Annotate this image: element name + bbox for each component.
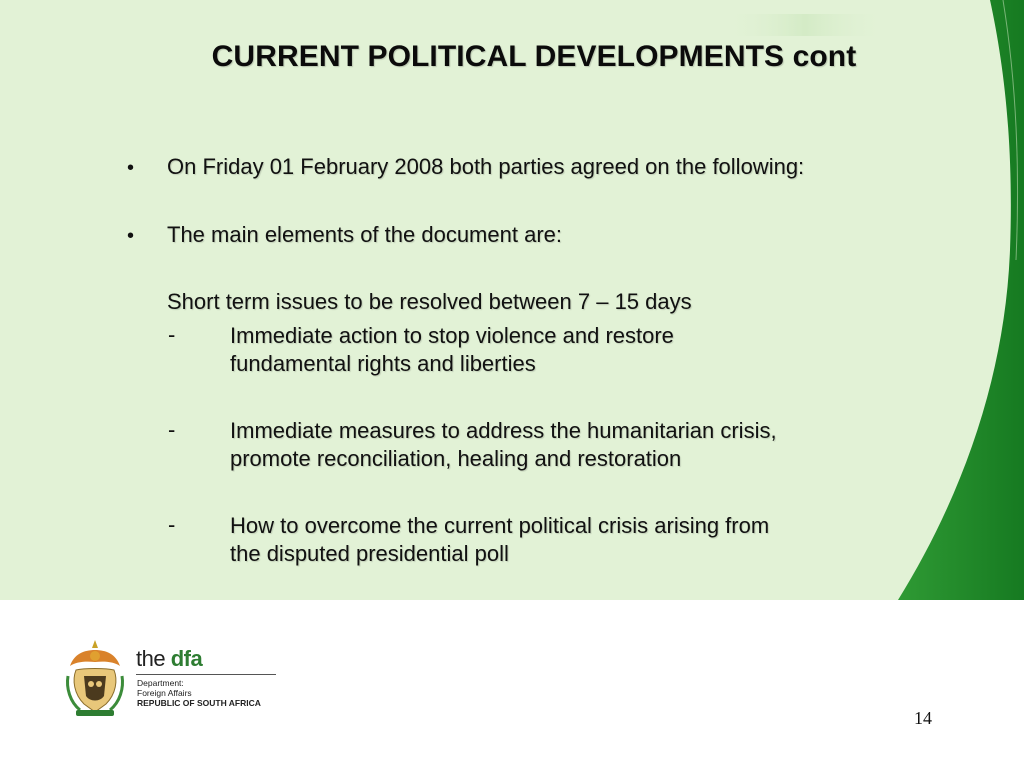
sub-item-text: Immediate action to stop violence and restore fundamental rights and liberties (230, 323, 674, 376)
logo-divider (136, 674, 276, 675)
dash-marker: - (168, 512, 176, 537)
slide-title: CURRENT POLITICAL DEVELOPMENTS cont (211, 40, 857, 73)
sub-item-text: How to overcome the current political crisis arising from the disputed presidential poll (230, 513, 770, 566)
sub-item (168, 512, 769, 568)
logo-the-text: the (136, 646, 166, 671)
department-line: Department: (137, 678, 184, 688)
bullet-marker: • (127, 225, 135, 247)
subheading: Short term issues to be resolved between 7 – 15 days (167, 289, 692, 314)
slide-footer (0, 600, 1024, 768)
country-name: REPUBLIC OF SOUTH AFRICA (137, 698, 261, 708)
bullet-text: On Friday 01 February 2008 both parties agreed on the following: (167, 154, 805, 179)
dfa-logo (136, 646, 202, 672)
sub-item (168, 417, 777, 473)
bullet-item (127, 154, 804, 180)
coat-of-arms-icon (62, 636, 128, 718)
sub-item (168, 322, 674, 378)
dash-marker: - (168, 322, 176, 347)
page-number: 14 (914, 708, 932, 728)
bullet-item (127, 222, 562, 248)
sub-item-text: Immediate measures to address the humanitarian crisis, promote reconciliation, healing and restoration (230, 418, 777, 471)
logo-dfa-text: dfa (170, 646, 203, 671)
bullet-text: The main elements of the document are: (167, 222, 562, 247)
department-name: Foreign Affairs (137, 688, 192, 698)
dash-marker: - (168, 417, 176, 442)
bullet-marker: • (127, 157, 135, 179)
